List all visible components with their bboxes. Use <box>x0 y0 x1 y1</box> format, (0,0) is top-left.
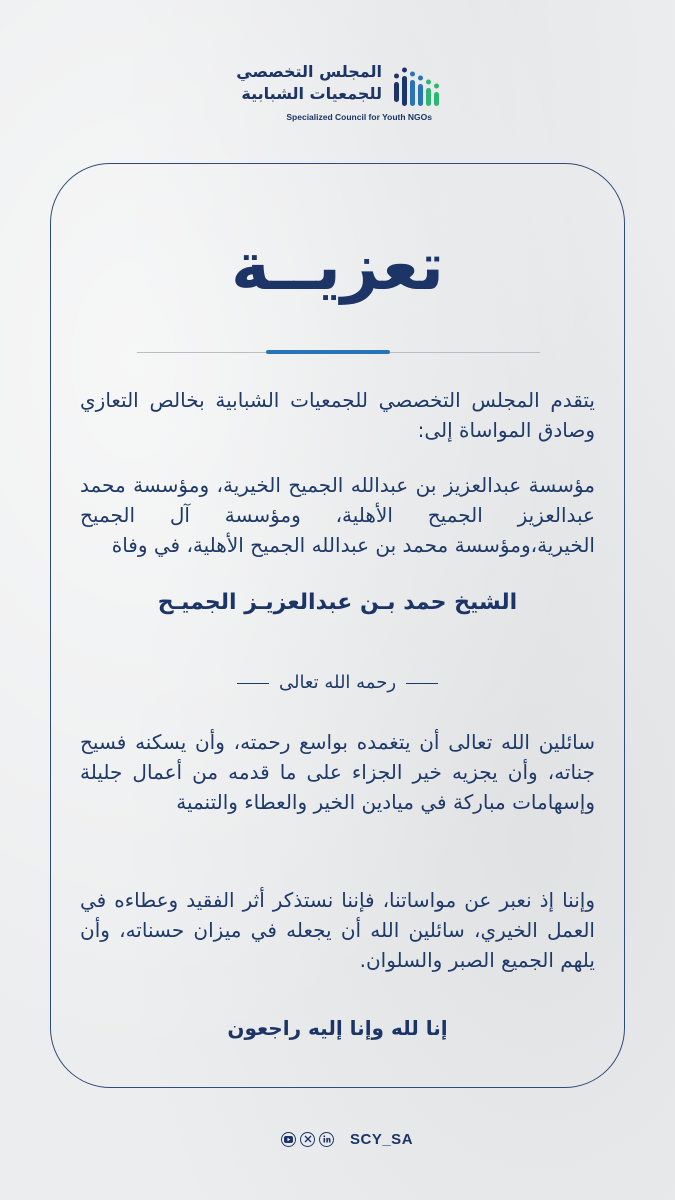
right-dash <box>237 683 269 684</box>
title-divider-accent <box>266 350 390 354</box>
closing-verse: إنا لله وإنا إليه راجعون <box>227 1016 448 1040</box>
linkedin-icon[interactable] <box>319 1132 334 1147</box>
intro-paragraph: يتقدم المجلس التخصصي للجمعيات الشبابية بخالص التعازي وصادق المواساة إلى: <box>80 388 595 442</box>
social-handle[interactable]: SCY_SA <box>350 1130 414 1148</box>
left-dash <box>406 683 438 684</box>
page-title: تعزيــة <box>230 228 445 305</box>
recipients-paragraph: مؤسسة عبدالعزيز بن عبدالله الجميح الخيرية، ومؤسسة محمد عبدالعزيز الجميح الأهلية، ومؤسسة آل الجميح الخيرية،ومؤسسة محمد بن عبدالله الجميح الأهلية، في وفاة <box>80 473 595 557</box>
brand-logo <box>236 58 440 128</box>
remembrance-paragraph: وإننا إذ نعبر عن مواساتنا، فإننا نستذكر أثر الفقيد وعطاءه في العمل الخيري، سائلين الله أن يجعله في ميزان حسناته، وأن يلهم الجميع الصبر والسلوان. <box>80 888 595 972</box>
deceased-name: الشيخ حمد بـن عبدالعزيـز الجميـح <box>157 590 518 615</box>
mercy-text: رحمه الله تعالى <box>278 672 397 693</box>
brand-name-english: Specialized Council for Youth NGOs <box>286 112 432 122</box>
mercy-line <box>0 672 675 693</box>
youtube-icon[interactable] <box>281 1132 296 1147</box>
prayer-paragraph: سائلين الله تعالى أن يتغمده بواسع رحمته، وأن يسكنه فسيح جناته، وأن يجزيه خير الجزاء على ما قدمه من أعمال جليلة وإسهامات مباركة في ميادين الخير والعطاء والتنمية <box>80 730 595 814</box>
brand-name-line1: المجلس التخصصي <box>236 62 382 81</box>
brand-name-line2: للجمعيات الشبابية <box>241 84 382 103</box>
logo-mark-icon <box>392 66 440 114</box>
x-icon[interactable] <box>300 1132 315 1147</box>
social-bar <box>281 1128 413 1150</box>
